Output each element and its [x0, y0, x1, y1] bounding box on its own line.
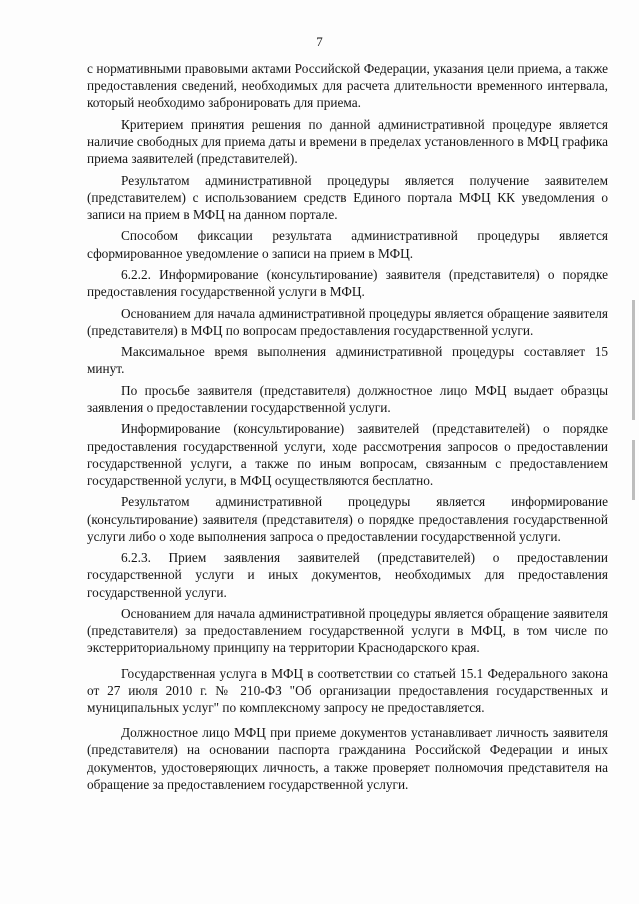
paragraph-decision-criterion: Критерием принятия решения по данной административной процедуре является наличие свободных для приема даты и времени в пределах установленного в МФЦ графика приема заявителей (представителей). [87, 116, 608, 167]
paragraph-complex-request: Государственная услуга в МФЦ в соответствии со статьей 15.1 Федерального закона от 27 июля 2010 г. № 210-ФЗ "Об организации предоставления государственных и муниципальных услуг" по комплексному запросу не предоставляется. [87, 665, 608, 715]
paragraph-result-notification: Результатом административной процедуры является получение заявителем (представителем) с использованием средств Единого портала МФЦ КК уведомления о записи на прием в МФЦ на данном портале. [87, 172, 608, 222]
paragraph-basis-informing: Основанием для начала административной процедуры является обращение заявителя (представителя) в МФЦ по вопросам предоставления государственной услуги. [87, 305, 608, 338]
document-body [87, 60, 608, 797]
scan-edge-mark [632, 300, 635, 420]
paragraph-result-informing: Результатом административной процедуры является информирование (консультирование) заявителя (представителя) о порядке предоставления государственной услуги либо о ходе выполнения запроса о предоставлении государственной услуги. [87, 494, 608, 544]
paragraph-samples: По просьбе заявителя (представителя) должностное лицо МФЦ выдает образцы заявления о предоставлении государственной услуги. [87, 382, 608, 415]
paragraph-free-consulting: Информирование (консультирование) заявителей (представителей) о порядке предоставления государственной услуги, ходе рассмотрения запросов о предоставлении государственной услуги, а также по иным вопросам, связанным с предоставлением государственной услуги, в МФЦ осуществляются бесплатно. [87, 421, 608, 488]
paragraph-result-fixation: Способом фиксации результата административной процедуры является сформированное уведомление о записи на прием в МФЦ. [87, 228, 608, 261]
paragraph-identity-check: Должностное лицо МФЦ при приеме документов устанавливает личность заявителя (представителя) на основании паспорта гражданина Российской Федерации и иных документов, удостоверяющих личность, а также проверяет полномочия представителя на обращение за предоставлением государственной услуги. [87, 725, 608, 792]
paragraph-basis-application: Основанием для начала административной процедуры является обращение заявителя (представителя) за предоставлением государственной услуги в МФЦ, в том числе по экстерриториальному принципу на территории Краснодарского края. [87, 605, 608, 656]
section-heading-6-2-2: 6.2.2. Информирование (консультирование) заявителя (представителя) о порядке предоставления государственной услуги в МФЦ. [87, 266, 608, 300]
page-number: 7 [316, 34, 323, 49]
scan-edge-mark [632, 440, 635, 500]
paragraph-max-time: Максимальное время выполнения административной процедуры составляет 15 минут. [87, 344, 608, 377]
section-heading-6-2-3: 6.2.3. Прием заявления заявителей (представителей) о предоставлении государственной услуги и иных документов, необходимых для предоставления государственной услуги. [87, 550, 608, 600]
paragraph-continuation: с нормативными правовыми актами Российской Федерации, указания цели приема, а также предоставления сведений, необходимых для расчета длительности временного интервала, который необходимо забронировать для приема. [87, 61, 608, 111]
